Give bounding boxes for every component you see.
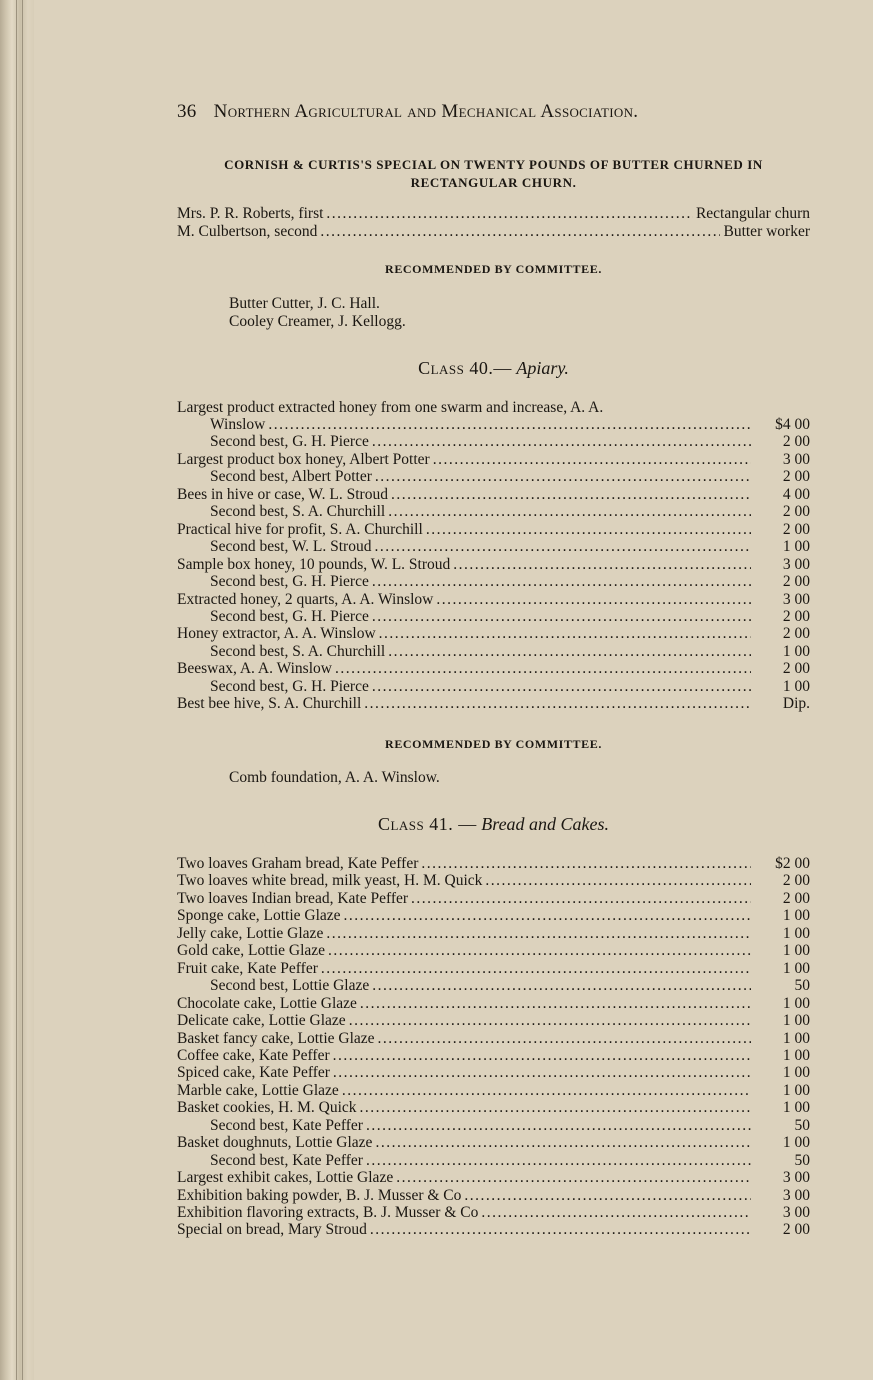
leader-dots bbox=[344, 907, 751, 925]
leader-dots bbox=[372, 433, 751, 451]
entry-label: Two loaves white bread, milk yeast, H. M. Quick bbox=[177, 872, 483, 890]
entry-label: Delicate cake, Lottie Glaze bbox=[177, 1012, 346, 1030]
prize-entry-row bbox=[177, 416, 810, 434]
entry-value: $4 00 bbox=[775, 416, 810, 433]
leader-dots bbox=[436, 591, 751, 609]
entry-label: M. Culbertson, second bbox=[177, 223, 318, 240]
class40-heading bbox=[177, 358, 810, 379]
entry-label: Practical hive for profit, S. A. Churchill bbox=[177, 520, 423, 538]
class40-recommended-heading: RECOMMENDED BY COMMITTEE. bbox=[385, 737, 602, 751]
page-number: 36 bbox=[177, 101, 197, 122]
class41-name: Bread and Cakes. bbox=[481, 814, 610, 834]
leader-dots bbox=[333, 1064, 751, 1082]
leader-dots bbox=[375, 1134, 751, 1152]
entry-value: 2 00 bbox=[782, 520, 810, 538]
prize-entry-row bbox=[177, 660, 810, 678]
leader-dots bbox=[328, 942, 751, 960]
entry-label: Sponge cake, Lottie Glaze bbox=[177, 907, 341, 925]
special-entry bbox=[177, 205, 810, 223]
prize-entry-row bbox=[177, 643, 810, 661]
entry-value: 1 00 bbox=[782, 1134, 810, 1152]
entry-value: 1 00 bbox=[782, 1012, 810, 1030]
leader-dots bbox=[366, 1152, 751, 1170]
entry-label: Chocolate cake, Lottie Glaze bbox=[177, 994, 357, 1012]
entry-value: 1 00 bbox=[782, 907, 810, 925]
special-heading-line2: RECTANGULAR CHURN. bbox=[410, 175, 577, 190]
prize-entry-row bbox=[177, 678, 810, 696]
prize-entry-row bbox=[177, 521, 810, 539]
leader-dots bbox=[379, 625, 751, 643]
entry-value: 2 00 bbox=[782, 889, 810, 907]
leader-dots bbox=[370, 1221, 751, 1239]
prize-entry-row bbox=[177, 1099, 810, 1117]
entry-label: Basket cookies, H. M. Quick bbox=[177, 1099, 357, 1117]
prize-entry-row bbox=[177, 907, 810, 925]
entry-label: Honey extractor, A. A. Winslow bbox=[177, 625, 376, 643]
entry-label: Second best, Kate Peffer bbox=[210, 1116, 363, 1134]
leader-dots bbox=[321, 960, 751, 978]
entry-value: 3 00 bbox=[782, 590, 810, 608]
entry-value: 1 00 bbox=[782, 1046, 810, 1064]
prize-entry-row bbox=[177, 1047, 810, 1065]
entry-value: 1 00 bbox=[782, 677, 810, 695]
entry-value: 2 00 bbox=[782, 503, 810, 521]
prize-entry-row bbox=[177, 451, 810, 469]
prize-entry-row bbox=[177, 960, 810, 978]
leader-dots bbox=[372, 608, 751, 626]
prize-entry-row bbox=[177, 486, 810, 504]
recommended-item: Comb foundation, A. A. Winslow. bbox=[229, 769, 440, 786]
leader-dots bbox=[464, 1187, 751, 1205]
leader-dots bbox=[453, 556, 751, 574]
leader-dots bbox=[335, 660, 751, 678]
leader-dots bbox=[372, 573, 751, 591]
entry-label: Bees in hive or case, W. L. Stroud bbox=[177, 485, 388, 503]
leader-dots bbox=[342, 1082, 751, 1100]
entry-label: Two loaves Indian bread, Kate Peffer bbox=[177, 889, 409, 907]
entry-value: 2 00 bbox=[782, 1221, 810, 1239]
leader-dots bbox=[411, 890, 751, 908]
entry-value: 50 bbox=[794, 977, 810, 995]
leader-dots bbox=[388, 643, 751, 661]
leader-dots bbox=[481, 1204, 751, 1222]
leader-dots bbox=[360, 1099, 751, 1117]
entry-label: Second best, S. A. Churchill bbox=[210, 642, 386, 660]
prize-entry-row bbox=[177, 995, 810, 1013]
entry-value: Rectangular churn bbox=[695, 205, 810, 222]
entry-value: 1 00 bbox=[782, 642, 810, 660]
entry-label: Largest product box honey, Albert Potter bbox=[177, 450, 430, 468]
leader-dots bbox=[485, 872, 751, 890]
leader-dots bbox=[388, 503, 751, 521]
leader-dots bbox=[391, 486, 751, 504]
prize-entry-row bbox=[177, 538, 810, 556]
leader-dots bbox=[320, 223, 720, 241]
prize-entry-row bbox=[177, 855, 810, 873]
entry-value: 1 00 bbox=[782, 1029, 810, 1047]
page-header bbox=[177, 101, 638, 123]
leader-dots bbox=[372, 678, 751, 696]
prize-entry-row bbox=[177, 556, 810, 574]
entry-label: Sample box honey, 10 pounds, W. L. Stroud bbox=[177, 555, 451, 573]
leader-dots bbox=[378, 1030, 751, 1048]
entry-value: 50 bbox=[794, 1151, 810, 1169]
entry-value: 1 00 bbox=[782, 538, 810, 556]
entry-value: 2 00 bbox=[782, 433, 810, 451]
entry-label: Marble cake, Lottie Glaze bbox=[177, 1081, 339, 1099]
prize-entry-row bbox=[177, 1187, 810, 1205]
entry-label: Two loaves Graham bread, Kate Peffer bbox=[177, 855, 419, 872]
entry-label: Basket doughnuts, Lottie Glaze bbox=[177, 1134, 373, 1152]
special-heading-line1: CORNISH & CURTIS'S SPECIAL ON TWENTY POUNDS OF BUTTER CHURNED IN bbox=[224, 157, 763, 172]
leader-dots bbox=[366, 1117, 751, 1135]
entry-label: Fruit cake, Kate Peffer bbox=[177, 959, 318, 977]
prize-entry-row bbox=[177, 977, 810, 995]
leader-dots bbox=[396, 1169, 751, 1187]
prize-entry-row bbox=[177, 608, 810, 626]
prize-entry-row bbox=[177, 942, 810, 960]
leader-dots bbox=[372, 977, 751, 995]
leader-dots bbox=[349, 1012, 751, 1030]
entry-label: Extracted honey, 2 quarts, A. A. Winslow bbox=[177, 590, 434, 608]
prize-entry-row bbox=[177, 591, 810, 609]
entry-label: Largest exhibit cakes, Lottie Glaze bbox=[177, 1169, 394, 1187]
entry-label: Second best, G. H. Pierce bbox=[210, 677, 369, 695]
prize-entry-row bbox=[177, 695, 810, 713]
leader-dots bbox=[333, 1047, 751, 1065]
running-title: Northern Agricultural and Mechanical Association. bbox=[213, 101, 639, 122]
entry-label: Beeswax, A. A. Winslow bbox=[177, 660, 332, 678]
prize-entry-row bbox=[177, 1221, 810, 1239]
class40-name: Apiary. bbox=[516, 358, 569, 378]
entry-label: Gold cake, Lottie Glaze bbox=[177, 942, 326, 960]
entry-label: Exhibition baking powder, B. J. Musser & Co bbox=[177, 1186, 462, 1204]
entry-value: 3 00 bbox=[782, 1204, 810, 1221]
prize-entry-row bbox=[177, 1152, 810, 1170]
prize-entry-row bbox=[177, 468, 810, 486]
entry-value: 3 00 bbox=[782, 450, 810, 468]
recommended-item: Butter Cutter, J. C. Hall. bbox=[229, 295, 380, 312]
prize-entry-row bbox=[177, 433, 810, 451]
entry-value: 2 00 bbox=[782, 607, 810, 625]
entry-value: $2 00 bbox=[775, 855, 810, 872]
special-entry bbox=[177, 223, 810, 241]
entry-value: Butter worker bbox=[723, 223, 810, 240]
entry-value: 50 bbox=[794, 1116, 810, 1134]
entry-label: Basket fancy cake, Lottie Glaze bbox=[177, 1029, 375, 1047]
entry-label: Jelly cake, Lottie Glaze bbox=[177, 924, 324, 942]
entry-label: Second best, W. L. Stroud bbox=[210, 538, 372, 556]
prize-entry-row bbox=[177, 625, 810, 643]
entry-value: 3 00 bbox=[782, 555, 810, 573]
entry-label: Second best, S. A. Churchill bbox=[210, 503, 386, 521]
leader-dots bbox=[326, 925, 751, 943]
recommended-item: Cooley Creamer, J. Kellogg. bbox=[229, 313, 406, 330]
entry-label: Best bee hive, S. A. Churchill bbox=[177, 695, 362, 713]
entry-label: Spiced cake, Kate Peffer bbox=[177, 1064, 330, 1082]
entry-label: Second best, G. H. Pierce bbox=[210, 607, 369, 625]
entry-value: 1 00 bbox=[782, 994, 810, 1012]
prize-entry-row bbox=[177, 872, 810, 890]
class40-number: Class 40.— bbox=[418, 358, 512, 378]
prize-entry-row bbox=[177, 1204, 810, 1222]
leader-dots bbox=[375, 468, 751, 486]
leader-dots bbox=[360, 995, 751, 1013]
prize-entry-row bbox=[177, 1012, 810, 1030]
entry-value: 2 00 bbox=[782, 872, 810, 890]
leader-dots bbox=[433, 451, 751, 469]
entry-label: Coffee cake, Kate Peffer bbox=[177, 1046, 330, 1064]
entry-value: 4 00 bbox=[782, 485, 810, 503]
entry-value: 1 00 bbox=[782, 1081, 810, 1099]
entry-value: Dip. bbox=[782, 695, 810, 713]
class40-first-line: Largest product extracted honey from one swarm and increase, A. A. bbox=[177, 399, 604, 416]
entry-value: 1 00 bbox=[782, 1099, 810, 1117]
entry-value: 1 00 bbox=[782, 942, 810, 960]
entry-value: 3 00 bbox=[782, 1169, 810, 1187]
prize-entry-row bbox=[177, 1117, 810, 1135]
entry-label: Second best, G. H. Pierce bbox=[210, 433, 369, 451]
prize-entry-row bbox=[177, 503, 810, 521]
entry-value: 2 00 bbox=[782, 573, 810, 591]
prize-entry-row bbox=[177, 573, 810, 591]
entry-label: Exhibition flavoring extracts, B. J. Musser & Co bbox=[177, 1204, 479, 1221]
entry-value: 1 00 bbox=[782, 959, 810, 977]
prize-entry-row bbox=[177, 1030, 810, 1048]
prize-entry-row bbox=[177, 1134, 810, 1152]
prize-entry-row bbox=[177, 1064, 810, 1082]
entry-value: 2 00 bbox=[782, 625, 810, 643]
entry-label: Second best, Kate Peffer bbox=[210, 1151, 363, 1169]
special-recommended-heading: RECOMMENDED BY COMMITTEE. bbox=[385, 262, 602, 276]
prize-entry-row bbox=[177, 1169, 810, 1187]
leader-dots bbox=[374, 538, 751, 556]
class41-number: Class 41. — bbox=[377, 814, 477, 834]
class41-heading bbox=[177, 814, 810, 835]
leader-dots bbox=[426, 521, 751, 539]
leader-dots bbox=[268, 416, 751, 434]
entry-value: 3 00 bbox=[782, 1186, 810, 1204]
entry-label: Winslow bbox=[210, 416, 266, 433]
prize-entry-row bbox=[177, 890, 810, 908]
prize-entry-row bbox=[177, 1082, 810, 1100]
entry-label: Second best, Lottie Glaze bbox=[210, 977, 370, 995]
leader-dots bbox=[364, 695, 751, 713]
entry-label: Second best, G. H. Pierce bbox=[210, 573, 369, 591]
entry-value: 1 00 bbox=[782, 924, 810, 942]
entry-value: 2 00 bbox=[782, 468, 810, 486]
entry-value: 2 00 bbox=[782, 660, 810, 678]
entry-label: Special on bread, Mary Stroud bbox=[177, 1221, 367, 1239]
entry-value: 1 00 bbox=[782, 1064, 810, 1082]
prize-entry-row bbox=[177, 925, 810, 943]
entry-label: Mrs. P. R. Roberts, first bbox=[177, 205, 324, 222]
leader-dots bbox=[421, 855, 751, 873]
entry-label: Second best, Albert Potter bbox=[210, 468, 372, 486]
leader-dots bbox=[326, 205, 693, 223]
